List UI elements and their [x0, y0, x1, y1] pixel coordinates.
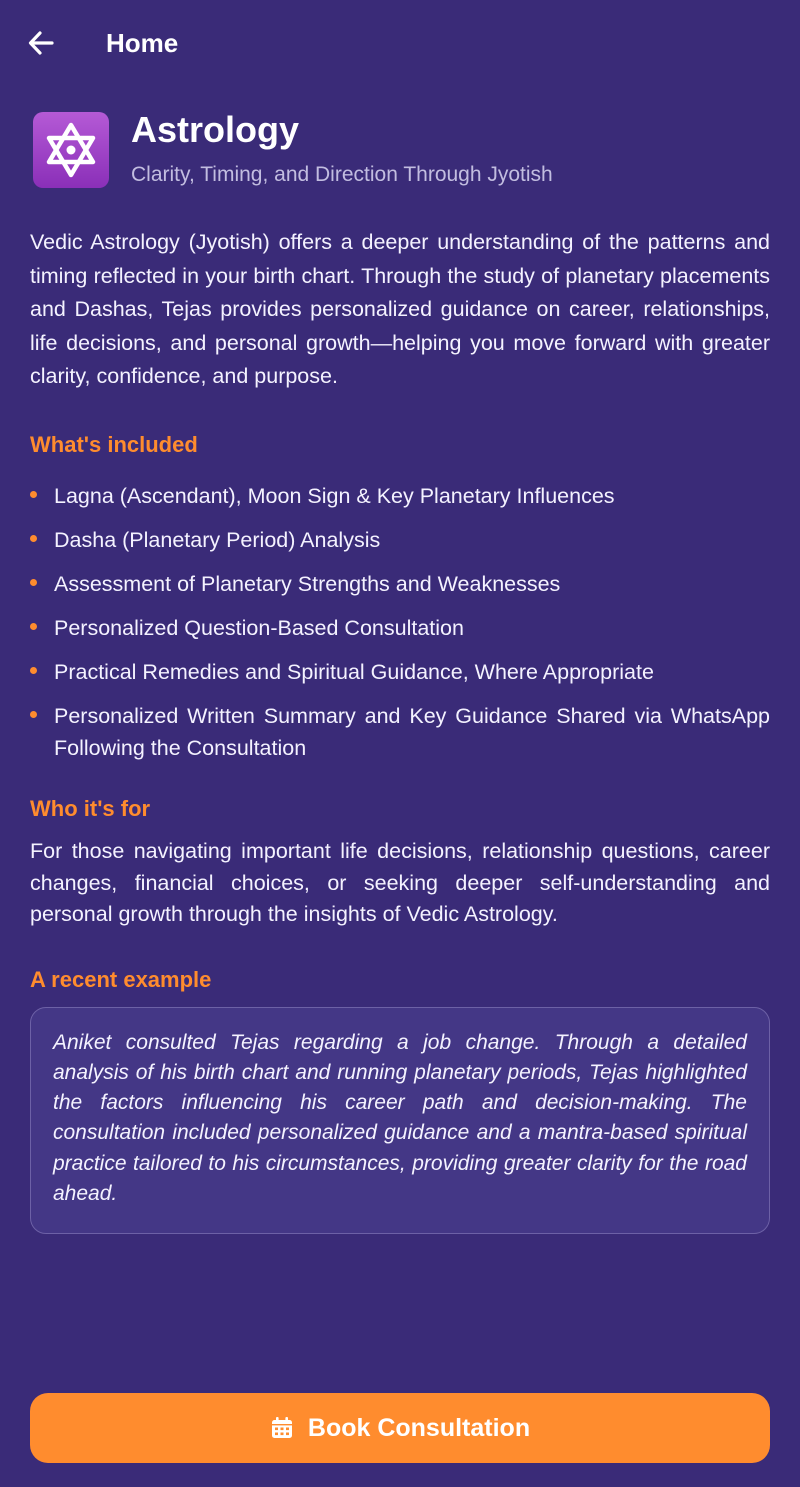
list-item [30, 700, 770, 764]
bullet-dot [30, 667, 37, 674]
list-item [30, 524, 770, 556]
service-description: Vedic Astrology (Jyotish) offers a deeper understanding of the patterns and timing reflected in your birth chart. Through the study of planetary placements and Dashas, Tejas provides personalized guidance on career, relationships, life decisions, and personal growth—helping you move forward with greater clarity, confidence, and purpose. [30, 230, 770, 389]
list-item-text: Practical Remedies and Spiritual Guidance, Where Appropriate [54, 659, 654, 684]
back-label[interactable]: Home [106, 27, 179, 58]
list-item-text: Lagna (Ascendant), Moon Sign & Key Planetary Influences [54, 483, 615, 508]
star-of-david-glyph [39, 118, 103, 182]
star-of-david-icon [33, 112, 109, 188]
bullet-dot [30, 711, 37, 718]
list-item [30, 656, 770, 688]
book-consultation-label: Book Consultation [307, 1413, 531, 1442]
book-consultation-button[interactable] [30, 1393, 770, 1463]
calendar-icon [270, 1416, 294, 1440]
bullet-dot [30, 579, 37, 586]
list-item-text: Personalized Question-Based Consultation [54, 615, 464, 640]
audience-heading: Who it's for [30, 795, 151, 821]
service-header [30, 109, 770, 188]
example-text: Aniket consulted Tejas regarding a job change. Through a detailed analysis of his birth chart and running planetary periods, Tejas highlighted the factors influencing his career path and decision-making. The consultation included personalized guidance and a mantra-based spiritual practice tailored to his circumstances, providing greater clarity for the road ahead. [53, 1030, 747, 1205]
back-button[interactable] [28, 23, 68, 63]
list-item [30, 480, 770, 512]
bullet-dot [30, 623, 37, 630]
list-item-text: Assessment of Planetary Strengths and Weaknesses [54, 571, 561, 596]
top-bar [30, 0, 770, 86]
bullet-dot [30, 491, 37, 498]
arrow-left-icon [28, 30, 54, 56]
bullet-dot [30, 535, 37, 542]
service-titles [131, 110, 553, 188]
list-item [30, 612, 770, 644]
included-heading: What's included [30, 431, 198, 457]
list-item [30, 568, 770, 600]
list-item-text: Personalized Written Summary and Key Guidance Shared via WhatsApp Following the Consultation [54, 703, 770, 760]
audience-text: For those navigating important life decisions, relationship questions, career changes, financial choices, or seeking deeper self-understanding and personal growth through the insights of Vedic Astrology. [30, 838, 770, 927]
included-list [30, 480, 770, 764]
list-item-text: Dasha (Planetary Period) Analysis [54, 527, 381, 552]
example-heading: A recent example [30, 966, 212, 992]
page-title: Astrology [131, 109, 300, 150]
page-subtitle: Clarity, Timing, and Direction Through Jyotish [131, 163, 553, 186]
example-card [30, 1007, 770, 1234]
